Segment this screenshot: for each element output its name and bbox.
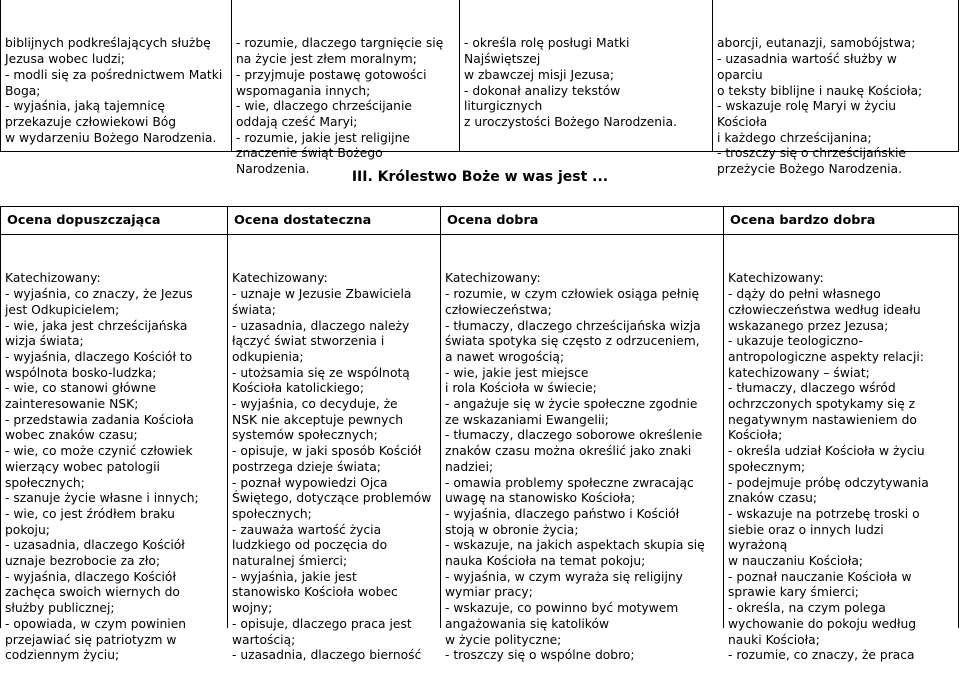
text-line: Boga; bbox=[5, 83, 41, 98]
text-line: - angażuje się w życie społeczne zgodnie bbox=[445, 397, 698, 412]
header-ocena-dobra: Ocena dobra bbox=[447, 213, 539, 228]
text-line: - troszczy się o chrześcijańskie bbox=[717, 146, 906, 161]
text-line: - uznaje w Jezusie Zbawiciela bbox=[232, 287, 412, 302]
text-line: - wyjaśnia, co decyduje, że bbox=[232, 397, 398, 412]
text-line: - zauważa wartość życia bbox=[232, 522, 382, 537]
text-line: zachęca swoich wiernych do bbox=[5, 585, 180, 600]
text-line: stoją w obronie życia; bbox=[445, 522, 579, 537]
text-line: ochrzczonych spotykamy się z bbox=[728, 397, 916, 412]
text-line: - uzasadnia, dlaczego bierność bbox=[232, 648, 422, 663]
text-line: oparciu bbox=[717, 67, 763, 82]
text-line: liturgicznych bbox=[464, 99, 543, 114]
text-line: - dokonał analizy tekstów bbox=[464, 83, 621, 98]
text-line: - określa, na czym polega bbox=[728, 601, 886, 616]
text-line: - określa udział Kościoła w życiu bbox=[728, 444, 925, 459]
text-line: - utożsamia się ze wspólnotą bbox=[232, 365, 410, 380]
top-cell-col3 bbox=[460, 5, 712, 146]
text-line: NSK nie akceptuje pewnych bbox=[232, 412, 404, 427]
text-line: w wydarzeniu Bożego Narodzenia. bbox=[5, 130, 217, 145]
grades-table-top-border bbox=[0, 206, 959, 207]
text-line: oddają cześć Maryi; bbox=[236, 114, 358, 129]
text-line: - przyjmuje postawę gotowości bbox=[236, 67, 427, 82]
body-cell-col3 bbox=[441, 240, 723, 680]
text-line: ludzkiego od poczęcia do bbox=[232, 538, 388, 553]
text-line: ze wskazaniami Ewangelii; bbox=[445, 412, 609, 427]
text-line: systemów społecznych; bbox=[232, 428, 378, 443]
text-line: - opisuje, dlaczego praca jest bbox=[232, 616, 412, 631]
text-line: - rozumie, dlaczego targnięcie się bbox=[236, 36, 444, 51]
text-line: - poznał nauczanie Kościoła w bbox=[728, 569, 912, 584]
text-line: naturalnej śmierci; bbox=[232, 554, 348, 569]
text-line: - szanuje życie własne i innych; bbox=[5, 491, 199, 506]
text-line: - określa rolę posługi Matki bbox=[464, 36, 630, 51]
text-line: - rozumie, w czym człowiek osiąga pełnię bbox=[445, 287, 700, 302]
text-line: - tłumaczy, dlaczego wśród bbox=[728, 381, 896, 396]
text-line: znaków czasu; bbox=[728, 491, 818, 506]
text-line: człowieczeństwa według ideału bbox=[728, 302, 921, 317]
text-line: świata; bbox=[232, 302, 276, 317]
text-line: Katechizowany: bbox=[5, 271, 101, 286]
text-line: - wskazuje, co powinno być motywem bbox=[445, 601, 679, 616]
text-line: sprawie kary śmierci; bbox=[728, 585, 859, 600]
text-line: jest Odkupicielem; bbox=[5, 302, 120, 317]
body-cell-col4 bbox=[724, 240, 958, 680]
text-line: - wyjaśnia, dlaczego Kościół to bbox=[5, 349, 193, 364]
text-line: w nauczaniu Kościoła; bbox=[728, 554, 864, 569]
text-line: łączyć świat stworzenia i bbox=[232, 334, 385, 349]
text-line: przekazuje człowiekowi Bóg bbox=[5, 114, 177, 129]
text-line: uwagę na stanowisko Kościoła; bbox=[445, 491, 636, 506]
text-line: z uroczystości Bożego Narodzenia. bbox=[464, 114, 677, 129]
text-line: w życie polityczne; bbox=[445, 632, 562, 647]
text-line: społecznych; bbox=[5, 475, 85, 490]
text-line: i każdego chrześcijanina; bbox=[717, 130, 872, 145]
text-line: znaczenie świąt Bożego bbox=[236, 146, 383, 161]
text-line: a nawet wrogością; bbox=[445, 349, 565, 364]
text-line: służby publicznej; bbox=[5, 601, 115, 616]
text-line: Kościoła katolickiego; bbox=[232, 381, 364, 396]
text-line: - podejmuje próbę odczytywania bbox=[728, 475, 929, 490]
text-line: - rozumie, jakie jest religijne bbox=[236, 130, 410, 145]
text-line: Narodzenia. bbox=[236, 162, 310, 177]
text-line: - wyjaśnia, dlaczego Kościół bbox=[5, 569, 176, 584]
text-line: społecznych; bbox=[232, 506, 312, 521]
text-line: - dąży do pełni własnego bbox=[728, 287, 881, 302]
text-line: odkupienia; bbox=[232, 349, 304, 364]
text-line: - wie, jakie jest miejsce bbox=[445, 365, 589, 380]
header-ocena-dopuszczajaca: Ocena dopuszczająca bbox=[7, 213, 161, 228]
text-line: - wskazuje na potrzebę troski o bbox=[728, 506, 920, 521]
text-line: aborcji, eutanazji, samobójstwa; bbox=[717, 36, 916, 51]
text-line: - wie, jaka jest chrześcijańska bbox=[5, 318, 188, 333]
text-line: - rozumie, co znaczy, że praca bbox=[728, 648, 915, 663]
text-line: - troszczy się o wspólne dobro; bbox=[445, 648, 635, 663]
text-line: wymiar pracy; bbox=[445, 585, 533, 600]
text-line: nauki Kościoła; bbox=[728, 632, 820, 647]
top-table-border-right bbox=[958, 0, 959, 152]
text-line: wyrażoną bbox=[728, 538, 788, 553]
text-line: wierzący wobec patologii bbox=[5, 459, 160, 474]
text-line: w zbawczej misji Jezusa; bbox=[464, 67, 614, 82]
text-line: na życie jest złem moralnym; bbox=[236, 52, 417, 67]
text-line: przeżycie Bożego Narodzenia. bbox=[717, 162, 903, 177]
text-line: - wie, co jest źródłem braku bbox=[5, 506, 175, 521]
top-cell-col1 bbox=[1, 5, 231, 162]
text-line: - wyjaśnia, jaką tajemnicę bbox=[5, 99, 165, 114]
text-line: - ukazuje teologiczno- bbox=[728, 334, 863, 349]
text-line: i rola Kościoła w świecie; bbox=[445, 381, 597, 396]
text-line: siebie oraz o innych ludzi bbox=[728, 522, 884, 537]
header-ocena-dostateczna: Ocena dostateczna bbox=[234, 213, 372, 228]
text-line: - wie, co stanowi główne bbox=[5, 381, 157, 396]
text-line: - tłumaczy, dlaczego chrześcijańska wizja bbox=[445, 318, 701, 333]
text-line: Katechizowany: bbox=[232, 271, 328, 286]
text-line: - wie, dlaczego chrześcijanie bbox=[236, 99, 412, 114]
text-line: - uzasadnia, dlaczego Kościół bbox=[5, 538, 185, 553]
text-line: - opisuje, w jaki sposób Kościół bbox=[232, 444, 422, 459]
text-line: Jezusa wobec ludzi; bbox=[5, 52, 125, 67]
text-line: wychowanie do pokoju według bbox=[728, 616, 917, 631]
text-line: wizja świata; bbox=[5, 334, 84, 349]
text-line: negatywnym nastawieniem do bbox=[728, 412, 917, 427]
top-cell-col2 bbox=[232, 5, 459, 193]
text-line: katechizowany – świat; bbox=[728, 365, 870, 380]
body-cell-col2 bbox=[228, 240, 440, 680]
text-line: - wie, co może czynić człowiek bbox=[5, 444, 193, 459]
text-line: znaków czasu można określić jako znaki bbox=[445, 444, 692, 459]
text-line: świata spotyka się często z odrzuceniem, bbox=[445, 334, 700, 349]
text-line: wobec znaków czasu; bbox=[5, 428, 138, 443]
text-line: - wskazuje, na jakich aspektach skupia się bbox=[445, 538, 705, 553]
text-line: społecznym; bbox=[728, 459, 806, 474]
text-line: Katechizowany: bbox=[445, 271, 541, 286]
text-line: Najświętszej bbox=[464, 52, 541, 67]
text-line: - wyjaśnia, dlaczego państwo i Kościół bbox=[445, 506, 680, 521]
text-line: - wskazuje rolę Maryi w życiu bbox=[717, 99, 897, 114]
text-line: stanowisko Kościoła wobec bbox=[232, 585, 398, 600]
text-line: przejawiać się patriotyzm w bbox=[5, 632, 177, 647]
text-line: postrzega dzieje świata; bbox=[232, 459, 381, 474]
text-line: - opowiada, w czym powinien bbox=[5, 616, 187, 631]
text-line: wspomagania innych; bbox=[236, 83, 371, 98]
text-line: uznaje bezrobocie za zło; bbox=[5, 554, 161, 569]
text-line: - uzasadnia, dlaczego należy bbox=[232, 318, 410, 333]
text-line: - przedstawia zadania Kościoła bbox=[5, 412, 194, 427]
text-line: Kościoła bbox=[717, 114, 768, 129]
text-line: zainteresowanie NSK; bbox=[5, 397, 139, 412]
grades-table-border-right bbox=[958, 206, 959, 628]
text-line: - wyjaśnia, jakie jest bbox=[232, 569, 357, 584]
text-line: Kościoła; bbox=[728, 428, 783, 443]
body-cell-col1 bbox=[1, 240, 227, 680]
text-line: Świętego, dotyczące problemów bbox=[232, 491, 432, 506]
text-line: Katechizowany: bbox=[728, 271, 824, 286]
text-line: pokoju; bbox=[5, 522, 50, 537]
text-line: - poznał wypowiedzi Ojca bbox=[232, 475, 388, 490]
text-line: biblijnych podkreślających służbę bbox=[5, 36, 211, 51]
text-line: codziennym życiu; bbox=[5, 648, 120, 663]
text-line: o teksty biblijne i naukę Kościoła; bbox=[717, 83, 923, 98]
text-line: angażowania się katolików bbox=[445, 616, 610, 631]
header-ocena-bardzo-dobra: Ocena bardzo dobra bbox=[730, 213, 876, 228]
grades-header-bottom-border bbox=[0, 234, 959, 235]
text-line: - wyjaśnia, co znaczy, że Jezus bbox=[5, 287, 193, 302]
text-line: wspólnota bosko-ludzka; bbox=[5, 365, 157, 380]
text-line: - uzasadnia wartość służby w bbox=[717, 52, 897, 67]
text-line: nauka Kościoła na temat pokoju; bbox=[445, 554, 646, 569]
section-title: III. Królestwo Boże w was jest ... bbox=[351, 169, 609, 185]
text-line: - wyjaśnia, w czym wyraża się religijny bbox=[445, 569, 683, 584]
text-line: wojny; bbox=[232, 601, 273, 616]
top-cell-col4 bbox=[713, 5, 958, 193]
text-line: - omawia problemy społeczne zwracając bbox=[445, 475, 694, 490]
text-line: wskazanego przez Jezusa; bbox=[728, 318, 889, 333]
text-line: - modli się za pośrednictwem Matki bbox=[5, 67, 223, 82]
text-line: wartością; bbox=[232, 632, 296, 647]
text-line: - tłumaczy, dlaczego soborowe określenie bbox=[445, 428, 703, 443]
text-line: nadziei; bbox=[445, 459, 494, 474]
text-line: antropologiczne aspekty relacji: bbox=[728, 349, 924, 364]
text-line: człowieczeństwa; bbox=[445, 302, 552, 317]
